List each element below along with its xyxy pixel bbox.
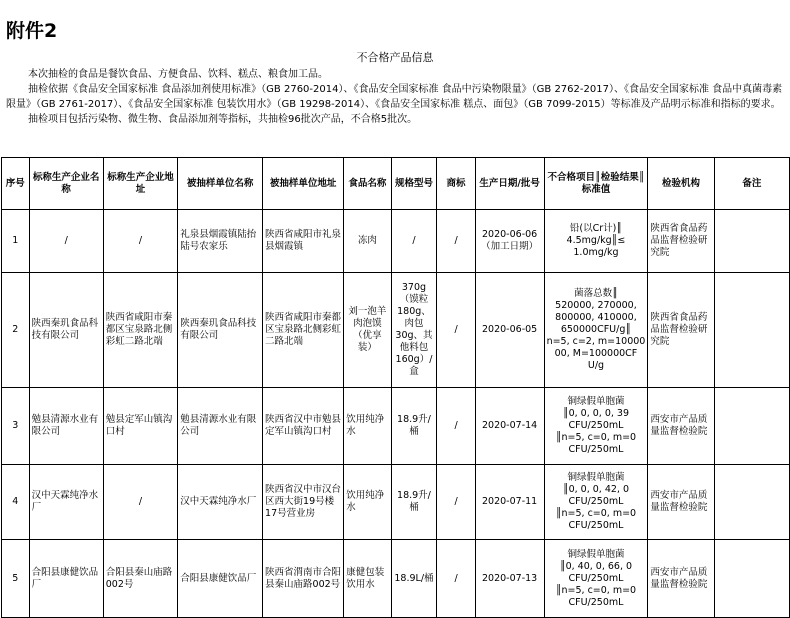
result-line: 铅(以Cr计)║ xyxy=(569,223,623,234)
cell-spec: 18.9升/桶 xyxy=(391,388,437,465)
header-food-name: 食品名称 xyxy=(344,158,391,210)
result-line: CFU/250mL xyxy=(568,520,624,531)
cell-sampled-unit-address: 陕西省汉中市勉县定军山镇沟口村 xyxy=(263,388,344,465)
result-line: 800000, 410000, xyxy=(555,312,637,323)
cell-manufacturer-address: / xyxy=(103,465,177,540)
result-line: U/g xyxy=(587,360,605,371)
document-title: 不合格产品信息 xyxy=(356,51,434,64)
result-line: ║0, 40, 0, 66, 0 xyxy=(559,560,633,572)
header-sampled-unit-name: 被抽样单位名称 xyxy=(178,158,263,210)
result-line: 1.0mg/kg xyxy=(573,247,619,258)
header-seq: 序号 xyxy=(2,158,30,210)
cell-test-result xyxy=(544,273,648,388)
cell-food-name: 刘一泡羊肉泡馍（优享装） xyxy=(344,273,391,388)
cell-sampled-unit-name: 合阳县康健饮品厂 xyxy=(178,540,263,618)
cell-spec: 18.9升/桶 xyxy=(391,465,437,540)
cell-sampled-unit-name: 礼泉县烟霞镇陆抬陆号农家乐 xyxy=(178,210,263,273)
cell-seq: 3 xyxy=(2,388,30,465)
cell-manufacturer-name: 勉县清源水业有限公司 xyxy=(29,388,103,465)
cell-inspection-agency: 陕西省食品药品监督检验研究院 xyxy=(648,273,714,388)
cell-sampled-unit-address: 陕西省咸阳市秦都区宝泉路北侧彩虹二路北端 xyxy=(263,273,344,388)
cell-remarks xyxy=(714,210,789,273)
intro-paragraph: 抽检项目包括污染物、微生物、食品添加剂等指标，共抽检96批次产品，不合格5批次。 xyxy=(28,114,418,125)
cell-sampled-unit-name: 勉县清源水业有限公司 xyxy=(178,388,263,465)
cell-production-date: 2020-06-06（加工日期） xyxy=(475,210,544,273)
cell-brand: / xyxy=(437,540,475,618)
intro-paragraph: 本次抽检的食品是餐饮食品、方便食品、饮料、糕点、粮食加工品。 xyxy=(28,69,328,80)
intro-text xyxy=(6,67,784,127)
cell-manufacturer-address: / xyxy=(103,210,177,273)
result-line: ║n=5, c=0, m=0 xyxy=(555,508,637,519)
cell-sampled-unit-address: 陕西省汉中市汉台区西大街19号楼17号营业房 xyxy=(263,465,344,540)
cell-test-result xyxy=(544,465,648,540)
cell-food-name: 康健包装饮用水 xyxy=(344,540,391,618)
cell-brand: / xyxy=(437,465,475,540)
header-spec: 规格型号 xyxy=(391,158,437,210)
result-line: 520000, 270000, xyxy=(555,300,637,311)
table-row xyxy=(2,465,790,540)
result-line: ║0, 0, 0, 0, 39 xyxy=(562,408,630,419)
header-test-result: 不合格项目║检验结果║标准值 xyxy=(544,158,648,210)
cell-production-date: 2020-07-11 xyxy=(475,465,544,540)
cell-spec: / xyxy=(391,210,437,273)
result-line: CFU/250mL xyxy=(568,572,624,584)
result-line: 铜绿假单胞菌 xyxy=(567,472,625,483)
cell-food-name: 冻肉 xyxy=(344,210,391,273)
table-row xyxy=(2,388,790,465)
result-line: n=5, c=2, m=10000 xyxy=(546,336,646,347)
result-line: 菌落总数║ xyxy=(574,288,618,299)
cell-sampled-unit-address: 陕西省渭南市合阳县秦山庙路002号 xyxy=(263,540,344,618)
result-line: 铜绿假单胞菌 xyxy=(567,548,625,560)
intro-paragraph: 抽检依据《食品安全国家标准 食品添加剂使用标准》（GB 2760-2014）、《食品安全国家标准 食品中污染物限量》（GB 2762-2017）、《食品安全国家标准 食品中真菌毒素限量》（GB 2761-2017）、《食品安全国家标准 包装饮用水》（GB 19298-2014）、《食品安全国家标准 糕点、面包》（GB 7099-2015）等标准及产品明示标准和指标的要求。 xyxy=(6,84,783,110)
cell-inspection-agency: 西安市产品质量监督检验院 xyxy=(648,465,714,540)
cell-food-name: 饮用纯净水 xyxy=(344,465,391,540)
table-header-row xyxy=(2,158,790,210)
cell-test-result xyxy=(544,540,648,618)
result-line: CFU/250mL xyxy=(568,596,624,608)
cell-manufacturer-name: / xyxy=(29,210,103,273)
cell-seq: 1 xyxy=(2,210,30,273)
cell-remarks xyxy=(714,388,789,465)
cell-spec: 370g（馍粒180g、肉包30g、其他料包160g）/盒 xyxy=(391,273,437,388)
cell-manufacturer-name: 合阳县康健饮品厂 xyxy=(29,540,103,618)
cell-manufacturer-name: 陕西秦玑食品科技有限公司 xyxy=(29,273,103,388)
cell-seq: 5 xyxy=(2,540,30,618)
cell-remarks xyxy=(714,465,789,540)
table-row xyxy=(2,210,790,273)
cell-remarks xyxy=(714,540,789,618)
cell-sampled-unit-name: 陕西秦玑食品科技有限公司 xyxy=(178,273,263,388)
result-line: ║0, 0, 0, 42, 0 xyxy=(562,484,630,495)
result-line: ║n=5, c=0, m=0 xyxy=(555,584,637,596)
header-manufacturer-address: 标称生产企业地址 xyxy=(103,158,177,210)
cell-brand: / xyxy=(437,388,475,465)
cell-manufacturer-address: 勉县定军山镇沟口村 xyxy=(103,388,177,465)
header-remarks: 备注 xyxy=(714,158,789,210)
header-manufacturer-name: 标称生产企业名称 xyxy=(29,158,103,210)
cell-food-name: 饮用纯净水 xyxy=(344,388,391,465)
table-row xyxy=(2,273,790,388)
header-brand: 商标 xyxy=(437,158,475,210)
result-line: CFU/250mL xyxy=(568,420,624,431)
result-line: 铜绿假单胞菌 xyxy=(567,396,625,407)
cell-production-date: 2020-07-14 xyxy=(475,388,544,465)
cell-manufacturer-name: 汉中天霖纯净水厂 xyxy=(29,465,103,540)
cell-brand: / xyxy=(437,210,475,273)
cell-manufacturer-address: 合阳县秦山庙路002号 xyxy=(103,540,177,618)
result-line: CFU/250mL xyxy=(568,496,624,507)
cell-seq: 4 xyxy=(2,465,30,540)
cell-production-date: 2020-06-05 xyxy=(475,273,544,388)
cell-test-result xyxy=(544,210,648,273)
result-line: ║n=5, c=0, m=0 xyxy=(555,432,637,443)
header-inspection-agency: 检验机构 xyxy=(648,158,714,210)
cell-test-result xyxy=(544,388,648,465)
cell-production-date: 2020-07-13 xyxy=(475,540,544,618)
result-line: 650000CFU/g║ xyxy=(560,324,632,335)
attachment-label: 附件2 xyxy=(6,20,58,42)
result-line: 4.5mg/kg║≤ xyxy=(566,235,626,246)
cell-seq: 2 xyxy=(2,273,30,388)
cell-sampled-unit-name: 汉中天霖纯净水厂 xyxy=(178,465,263,540)
header-production-date: 生产日期/批号 xyxy=(475,158,544,210)
result-line: 00, M=100000CF xyxy=(554,348,638,359)
cell-spec: 18.9L/桶 xyxy=(391,540,437,618)
table-row xyxy=(2,540,790,618)
cell-inspection-agency: 陕西省食品药品监督检验研究院 xyxy=(648,210,714,273)
result-line: CFU/250mL xyxy=(568,444,624,455)
cell-inspection-agency: 西安市产品质量监督检验院 xyxy=(648,388,714,465)
cell-sampled-unit-address: 陕西省咸阳市礼泉县烟霞镇 xyxy=(263,210,344,273)
nonconforming-products-table xyxy=(1,157,790,618)
header-sampled-unit-address: 被抽样单位地址 xyxy=(263,158,344,210)
cell-inspection-agency: 西安市产品质量监督检验院 xyxy=(648,540,714,618)
cell-remarks xyxy=(714,273,789,388)
cell-manufacturer-address: 陕西省咸阳市秦都区宝泉路北侧彩虹二路北端 xyxy=(103,273,177,388)
cell-brand: / xyxy=(437,273,475,388)
